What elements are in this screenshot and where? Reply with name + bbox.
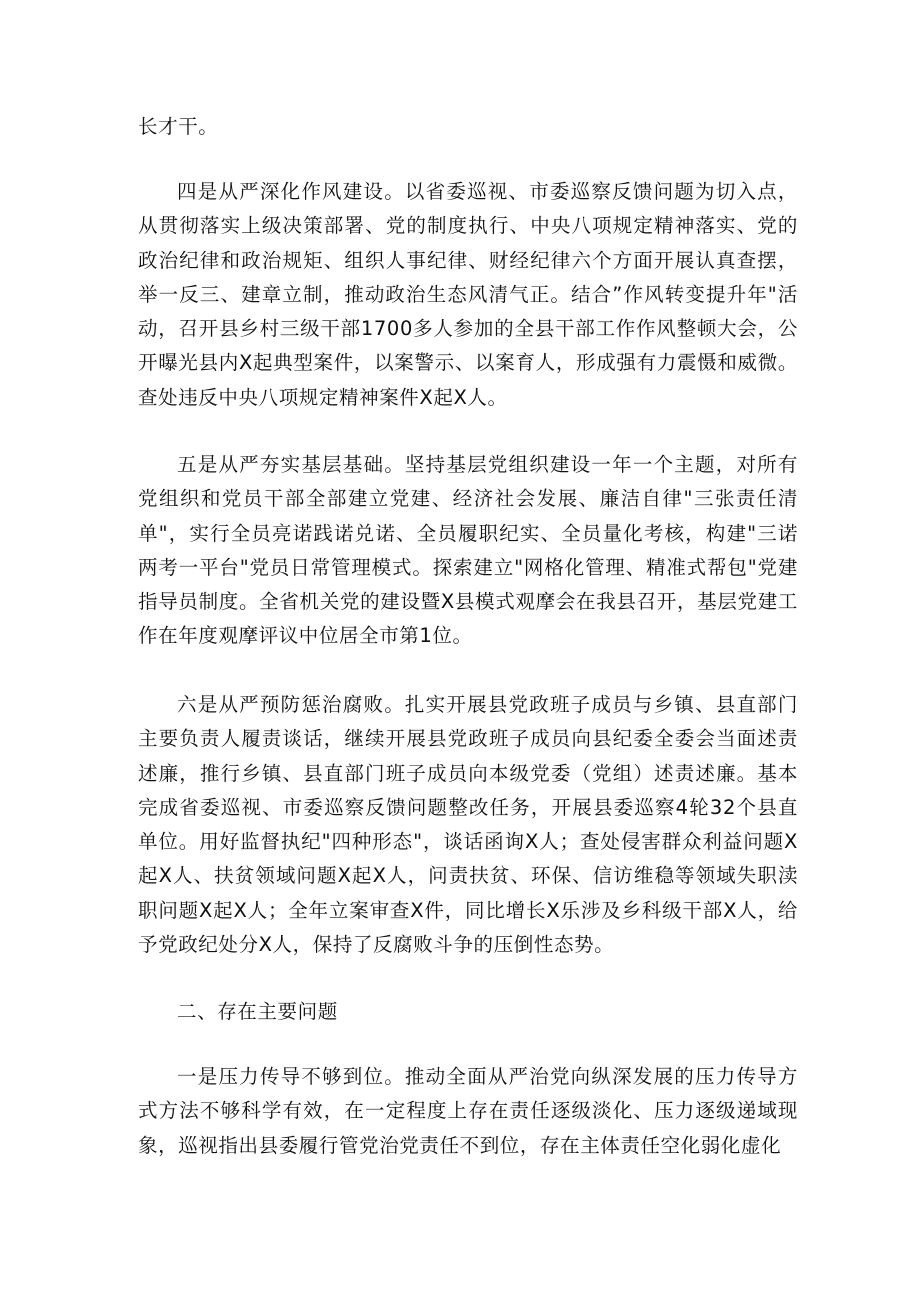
section-heading: 二、存在主要问题 — [177, 1000, 338, 1023]
paragraph-grassroots: 五是从严夯实基层基础。坚持基层党组织建设一年一个主题，对所有党组织和党员干部全部建立党建、经济社会发展、廉洁自律"三张责任清单"，实行全员亮诺践诺兑诺、全员履职纪实、全员量化考核，构建"三诺两考一平台"党员日常管理模式。探索建立"网格化管理、精准式帮包"党建指导员制度。全省机关党的建设暨X县模式观摩会在我县召开，基层党建工作在年度观摩评议中位居全市第1位。 — [138, 453, 798, 648]
paragraph-pressure: 一是压力传导不够到位。推动全面从严治党向纵深发展的压力传导方式方法不够科学有效，在一定程度上存在责任逐级淡化、压力逐级递域现象，巡视指出县委履行管党治党责任不到位，存在主体责任空化弱化虚化 — [138, 1065, 798, 1157]
paragraph-work-style: 四是从严深化作风建设。以省委巡视、市委巡察反馈问题为切入点，从贯彻落实上级决策部署、党的制度执行、中央八项规定精神落实、党的政治纪律和政治规矩、组织人事纪律、财经纪律六个方面开展认真查摆，举一反三、建章立制，推动政治生态风清气正。结合”作风转变提升年"活动，召开县乡村三级干部1700多人参加的全县干部工作作风整顿大会，公开曝光县内X起典型案件，以案警示、以案育人，形成强有力震慑和威微。查处违反中央八项规定精神案件X起X人。 — [138, 180, 798, 409]
paragraph-continuation: 长才干。 — [138, 115, 219, 138]
paragraph-anti-corruption: 六是从严预防惩治腐败。扎实开展县党政班子成员与乡镇、县直部门主要负责人履责谈话，继续开展县党政班子成员向县纪委全委会当面述责述廉，推行乡镇、县直部门班子成员向本级党委（党组）述责述廉。基本完成省委巡视、市委巡察反馈问题整改任务，开展县委巡察4轮32个县直单位。用好监督执纪"四种形态"，谈话函询X人；查处侵害群众利益问题X起X人、扶贫领域问题X起X人，问责扶贫、环保、信访维稳等领域失职渎职问题X起X人；全年立案审查X件，同比增长X乐涉及乡科级干部X人，给予党政纪处分X人，保持了反腐败斗争的压倒性态势。 — [138, 693, 798, 957]
